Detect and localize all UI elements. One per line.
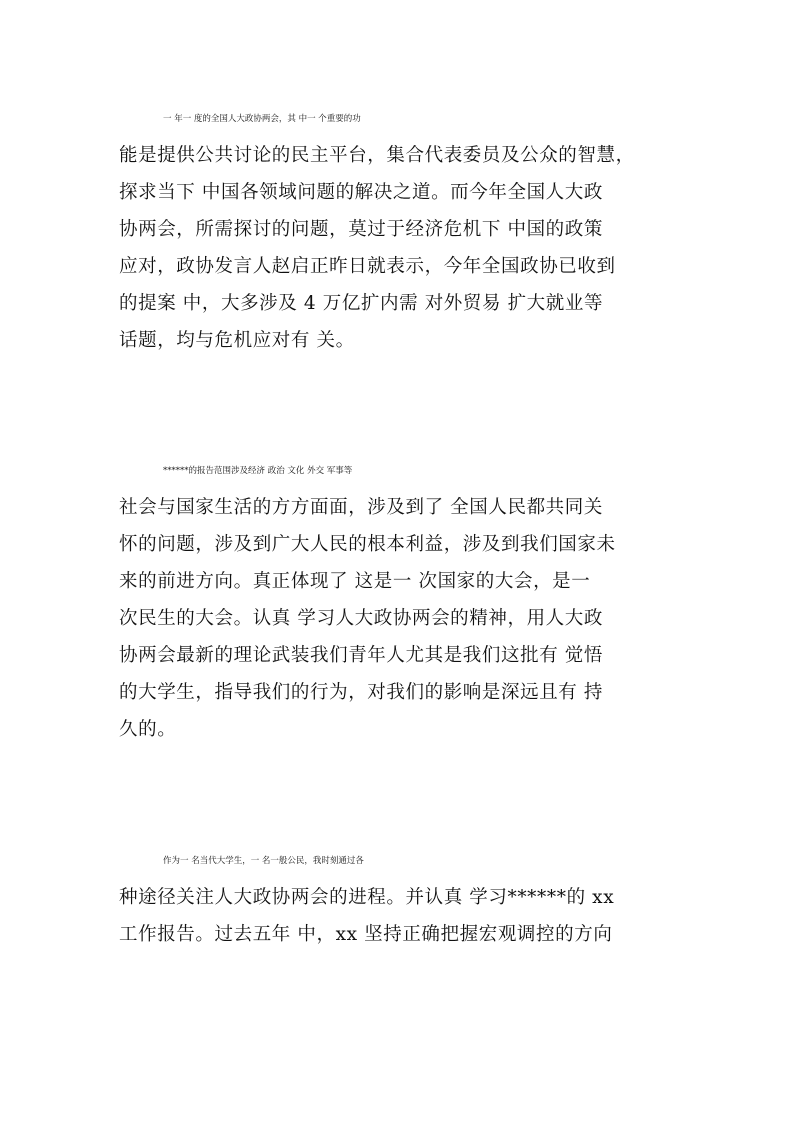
paragraph-line: 探求当下 中国各领域问题的解决之道。而今年全国人大政 [119, 182, 603, 203]
paragraph-line: 话题，均与危机应对有 关。 [119, 330, 355, 351]
paragraph-line: 来的前进方向。真正体现了 这是一 次国家的大会，是一 [119, 571, 591, 592]
paragraph-line: ******的报告范围涉及经济 政治 文化 外交 军事等 [163, 466, 353, 476]
paragraph-line: 作为一 名当代大学生，一 名一般公民，我时刻通过各 [163, 856, 364, 866]
paragraph-line: 能是提供公共讨论的民主平台，集合代表委员及公众的智慧， [119, 145, 635, 166]
paragraph-line: 的提案 中，大多涉及 4 万亿扩内需 对外贸易 扩大就业等 [119, 293, 604, 314]
paragraph-line: 协两会，所需探讨的问题，莫过于经济危机下 中国的政策 [119, 219, 603, 240]
paragraph-line: 怀的问题，涉及到广大人民的根本利益，涉及到我们国家未 [119, 534, 616, 555]
paragraph-line: 工作报告。过去五年 中，xx 坚持正确把握宏观调控的方向 [119, 924, 613, 945]
paragraph-line: 的大学生，指导我们的行为，对我们的影响是深远且有 持 [119, 682, 603, 703]
paragraph-line: 种途径关注人大政协两会的进程。并认真 学习******的 xx [119, 887, 615, 908]
paragraph-line: 一 年一 度的全国人大政协两会，其 中一 个重要的功 [163, 114, 361, 124]
paragraph-line: 社会与国家生活的方方面面，涉及到了 全国人民都共同关 [119, 497, 603, 518]
paragraph-line: 久的。 [119, 719, 177, 740]
paragraph-line: 协两会最新的理论武装我们青年人尤其是我们这批有 觉悟 [119, 645, 603, 666]
paragraph-line: 应对，政协发言人赵启正昨日就表示，今年全国政协已收到 [119, 256, 616, 277]
paragraph-line: 次民生的大会。认真 学习人大政协两会的精神，用人大政 [119, 608, 603, 629]
